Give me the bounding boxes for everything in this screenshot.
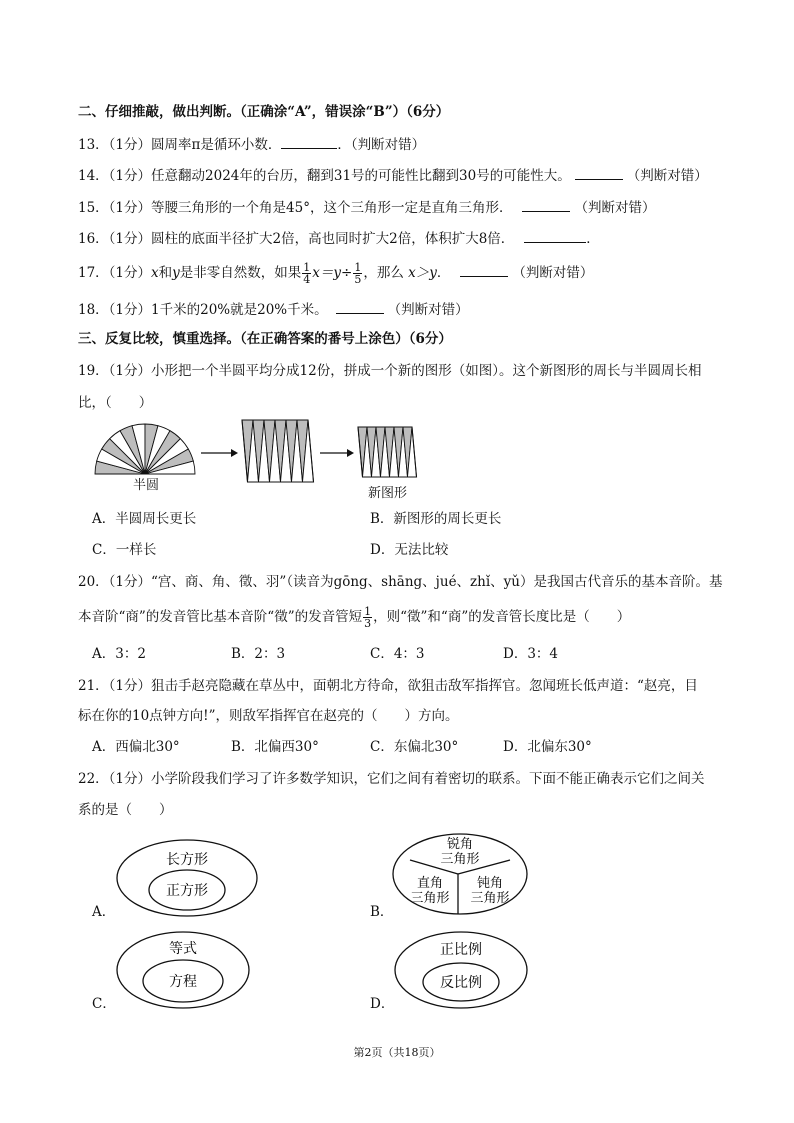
q20-option-d[interactable]: D．3：4 xyxy=(503,646,559,662)
question-14 xyxy=(78,165,708,185)
q20-line-1: 20．（1分）“宫、商、角、徵、羽”（读音为gōng、shāng、jué、zhǐ、yǔ）是我国古代音乐的基本音阶。基 xyxy=(78,574,723,590)
q17-var-x: x xyxy=(151,265,159,281)
q16-suffix: ． xyxy=(586,231,600,247)
label-acute-2: 三角形 xyxy=(440,852,480,867)
q22-option-c[interactable]: C． xyxy=(92,996,116,1012)
q17-suffix: （判断对错） xyxy=(512,265,594,281)
q19-option-b[interactable]: B．新图形的周长更长 xyxy=(370,511,502,527)
label-inverse-proportion: 反比例 xyxy=(440,975,482,991)
q22-diagram-a xyxy=(115,838,261,918)
question-15 xyxy=(78,197,655,217)
q22-diagram-b xyxy=(390,832,530,916)
q21-line-2: 标在你的10点钟方向!”，则敌军指挥官在赵亮的（ ）方向。 xyxy=(78,708,459,724)
q17-dot: ． xyxy=(436,265,451,281)
q21-option-b[interactable]: B．北偏西30° xyxy=(231,739,319,755)
label-direct-proportion: 正比例 xyxy=(440,942,482,958)
label-semicircle: 半圆 xyxy=(133,478,160,493)
page-footer: 第2页（共18页） xyxy=(353,1046,441,1059)
q19-option-c[interactable]: C．一样长 xyxy=(92,542,157,558)
q22-diagram-c xyxy=(115,930,255,1010)
q17-var-y: y xyxy=(172,265,180,281)
q18-suffix: （判断对错） xyxy=(387,302,469,318)
q22-line-1: 22．（1分）小学阶段我们学习了许多数学知识，它们之间有着密切的联系。下面不能正确表示它们之间关 xyxy=(78,771,705,787)
question-18 xyxy=(78,299,469,319)
q15-text: 15．（1分）等腰三角形的一个角是45°，这个三角形一定是直角三角形． xyxy=(78,200,513,216)
q22-option-b[interactable]: B． xyxy=(370,904,394,920)
q20-fraction: $\frac{1}{3}$ xyxy=(364,605,372,630)
q20-line-2-pre: 本音阶“商”的发音管比基本音阶“徵”的发音管短 xyxy=(78,609,363,625)
label-obtuse-2: 三角形 xyxy=(470,891,510,906)
q17-mid: 是非零自然数，如果 xyxy=(179,265,302,281)
section-3-title: 三、反复比较，慎重选择。（在正确答案的番号上涂色）（6分） xyxy=(78,331,452,347)
q14-suffix: （判断对错） xyxy=(626,168,708,184)
q22-line-2: 系的是（ ） xyxy=(78,802,173,818)
q21-line-1: 21．（1分）狙击手赵亮隐藏在草丛中，面朝北方待命，欲狙击敌军指挥官。忽闻班长低声道：“赵亮，目 xyxy=(78,678,698,694)
q14-answer-blank[interactable] xyxy=(575,165,623,180)
q15-answer-blank[interactable] xyxy=(522,197,570,212)
q19-line-2: 比，（ ） xyxy=(78,395,153,411)
section-2-title: 二、仔细推敲，做出判断。（正确涂“A”，错误涂“B”）（6分） xyxy=(78,104,450,120)
label-right-2: 三角形 xyxy=(410,891,450,906)
question-17 xyxy=(78,262,593,285)
label-new-shape: 新图形 xyxy=(368,486,408,501)
q19-option-a[interactable]: A．半圆周长更长 xyxy=(92,511,197,527)
q22-option-a[interactable]: A． xyxy=(92,904,116,920)
arrow-head-1 xyxy=(231,449,238,457)
q22-option-d[interactable]: D． xyxy=(370,996,395,1012)
new-shape-figure-1 xyxy=(242,420,314,482)
q17-then: ，那么 xyxy=(363,265,409,281)
q17-answer-blank[interactable] xyxy=(460,262,508,277)
q16-text: 16．（1分）圆柱的底面半径扩大2倍，高也同时扩大2倍，体积扩大8倍． xyxy=(78,231,515,247)
q20-option-b[interactable]: B．2：3 xyxy=(231,646,286,662)
q17-fraction-2: $\frac{1}{5}$ xyxy=(354,261,362,286)
label-obtuse-1: 钝角 xyxy=(476,876,504,891)
q15-suffix: （判断对错） xyxy=(574,200,656,216)
q20-option-c[interactable]: C．4：3 xyxy=(370,646,425,662)
q21-option-d[interactable]: D．北偏东30° xyxy=(503,739,592,755)
q20-line-2 xyxy=(78,606,630,629)
q20-option-a[interactable]: A．3：2 xyxy=(92,646,146,662)
q13-text: 13．（1分）圆周率π是循环小数． xyxy=(78,137,282,153)
label-rectangle: 长方形 xyxy=(166,852,208,868)
label-acute-1: 锐角 xyxy=(446,837,474,852)
q17-and: 和 xyxy=(158,265,173,281)
label-equation-general: 等式 xyxy=(169,941,197,957)
q14-text: 14．（1分）任意翻动2024年的台历，翻到31号的可能性比翻到30号的可能性大。 xyxy=(78,168,571,184)
q13-suffix: ．（判断对错） xyxy=(337,137,426,153)
label-right-1: 直角 xyxy=(416,876,444,891)
q17-expression: x＝y÷ xyxy=(312,265,353,281)
q17-fraction-1: $\frac{1}{4}$ xyxy=(303,261,311,286)
q21-option-c[interactable]: C．东偏北30° xyxy=(370,739,459,755)
question-16 xyxy=(78,228,600,248)
new-shape-figure-2 xyxy=(358,427,417,477)
label-equation: 方程 xyxy=(169,974,197,990)
q17-conclusion: x＞y xyxy=(408,265,437,281)
q19-line-1: 19．（1分）小形把一个半圆平均分成12份，拼成一个新的图形（如图）。这个新图形的周长与半圆周长相 xyxy=(78,363,702,379)
q19-option-d[interactable]: D．无法比较 xyxy=(370,542,449,558)
q22-diagram-d xyxy=(393,930,533,1010)
label-square: 正方形 xyxy=(166,883,208,899)
q17-prefix: 17．（1分） xyxy=(78,265,152,281)
q20-line-2-post: ，则“徵”和“商”的发音管长度比是（ ） xyxy=(373,609,631,625)
q18-text: 18．（1分）1千米的20%就是20%千米。 xyxy=(78,302,328,318)
q13-answer-blank[interactable] xyxy=(281,134,337,149)
arrow-head-2 xyxy=(347,449,354,457)
q18-answer-blank[interactable] xyxy=(336,299,384,314)
question-13 xyxy=(78,134,425,154)
q21-option-a[interactable]: A．西偏北30° xyxy=(92,739,180,755)
q16-answer-blank[interactable] xyxy=(524,228,586,243)
semicircle-figure xyxy=(95,424,195,474)
